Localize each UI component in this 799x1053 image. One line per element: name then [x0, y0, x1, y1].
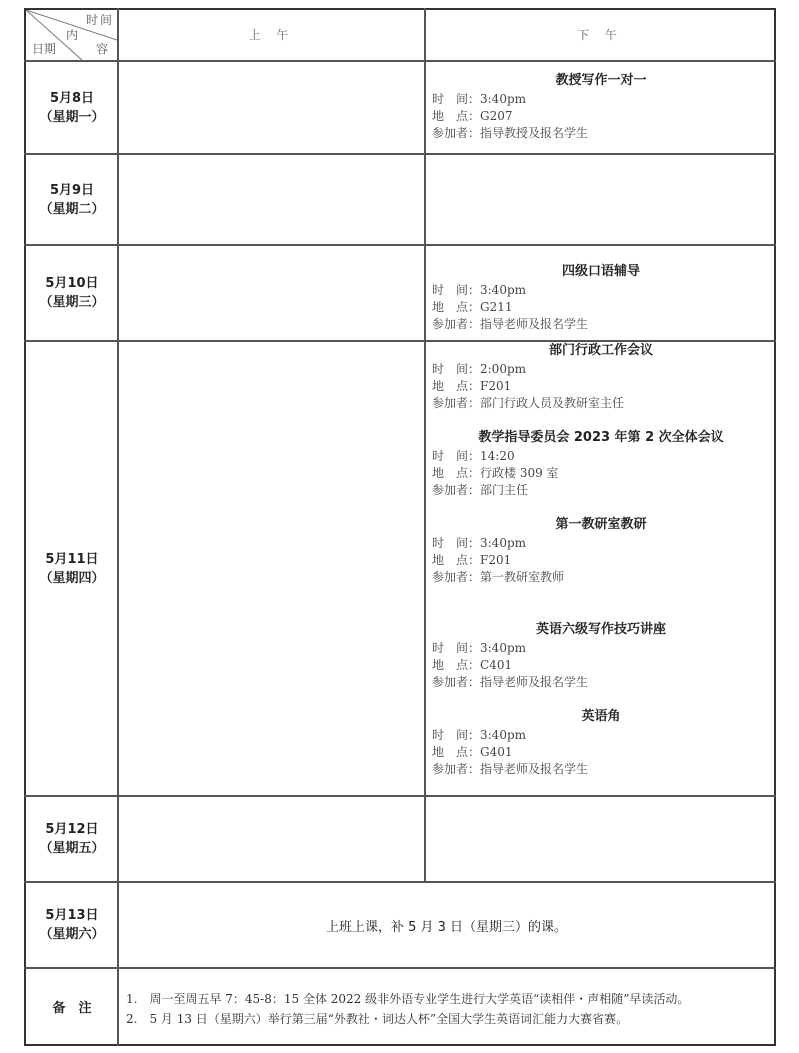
remark-item: 2. 5 月 13 日（星期六）举行第三届“外教社・词达人杯”全国大学生英语词汇能力大赛省赛。 — [126, 1012, 629, 1026]
saturday-note: 上班上课，补 5 月 3 日（星期三）的课。 — [325, 919, 568, 935]
day-date: 5月13日 — [45, 908, 99, 923]
remarks-label: 备 注 — [52, 1001, 92, 1016]
event-title: 教授写作一对一 — [555, 73, 647, 88]
day-date: 5月8日 — [49, 90, 95, 106]
event-block — [432, 342, 770, 414]
event-time: 时 间：14:20 — [432, 449, 515, 463]
row-divider — [24, 795, 776, 797]
header-am: 上 午 — [248, 28, 295, 42]
event-participants: 参加者：指导教授及报名学生 — [432, 126, 589, 140]
event-place: 地 点：G207 — [432, 109, 513, 123]
event-place: 地 点：行政楼 309 室 — [432, 466, 559, 480]
header-time-label: 时间 — [86, 13, 115, 27]
event-title: 四级口语辅导 — [561, 264, 640, 279]
header-pm: 下 午 — [577, 28, 623, 42]
event-participants: 参加者：部门主任 — [432, 483, 529, 497]
event-place: 地 点：C401 — [432, 658, 513, 672]
event-place: 地 点：F201 — [432, 379, 512, 393]
event-block — [432, 708, 770, 780]
header-date-label: 日期 — [32, 42, 57, 56]
day-cell — [26, 342, 118, 795]
day-weekday: （星期二） — [39, 201, 105, 217]
day-weekday: （星期四） — [39, 570, 105, 586]
day-date: 5月11日 — [45, 551, 99, 567]
event-time: 时 间：2:00pm — [432, 362, 527, 376]
event-participants: 参加者：指导老师及报名学生 — [432, 675, 589, 689]
row-divider — [24, 60, 776, 62]
day-date: 5月9日 — [49, 182, 95, 198]
remark-item: 1. 周一至周五早 7：45-8：15 全体 2022 级非外语专业学生进行大学英语“读相伴・声相随”早读活动。 — [126, 992, 690, 1006]
event-title: 英语角 — [581, 709, 621, 724]
event-title: 英语六级写作技巧讲座 — [535, 622, 666, 637]
event-title: 教学指导委员会 2023 年第 2 次全体会议 — [478, 430, 724, 445]
day-cell — [26, 155, 118, 244]
day-cell — [26, 797, 118, 881]
event-title: 第一教研室教研 — [555, 517, 647, 532]
header-content-label-1: 内 — [66, 28, 79, 42]
event-time: 时 间：3:40pm — [432, 92, 527, 106]
event-place: 地 点：G211 — [432, 300, 513, 314]
day-weekday: （星期一） — [39, 109, 105, 125]
event-place: 地 点：F201 — [432, 553, 512, 567]
day-date: 5月10日 — [45, 276, 99, 291]
row-divider — [24, 153, 776, 155]
event-time: 时 间：3:40pm — [432, 283, 527, 297]
event-block — [432, 72, 770, 144]
event-time: 时 间：3:40pm — [432, 728, 527, 742]
day-weekday: （星期六） — [39, 927, 105, 942]
event-block — [432, 621, 770, 693]
day-cell — [26, 62, 118, 153]
day-date: 5月12日 — [45, 822, 99, 837]
day-weekday: （星期三） — [39, 295, 105, 310]
event-participants: 参加者：部门行政人员及教研室主任 — [432, 396, 625, 410]
header-content-label-2: 容 — [96, 42, 109, 56]
event-participants: 参加者：指导老师及报名学生 — [432, 762, 589, 776]
event-block — [432, 516, 770, 588]
event-title: 部门行政工作会议 — [548, 343, 653, 358]
event-block — [432, 263, 770, 335]
day-cell — [26, 246, 118, 340]
event-participants: 参加者：第一教研室教师 — [432, 570, 565, 584]
event-place: 地 点：G401 — [432, 745, 513, 759]
day-weekday: （星期五） — [39, 841, 105, 856]
event-block — [432, 429, 770, 501]
row-divider — [24, 967, 776, 969]
event-participants: 参加者：指导老师及报名学生 — [432, 317, 589, 331]
event-time: 时 间：3:40pm — [432, 536, 527, 550]
day-cell — [26, 883, 118, 967]
row-divider — [24, 244, 776, 246]
column-divider — [424, 8, 426, 882]
event-time: 时 间：3:40pm — [432, 641, 527, 655]
